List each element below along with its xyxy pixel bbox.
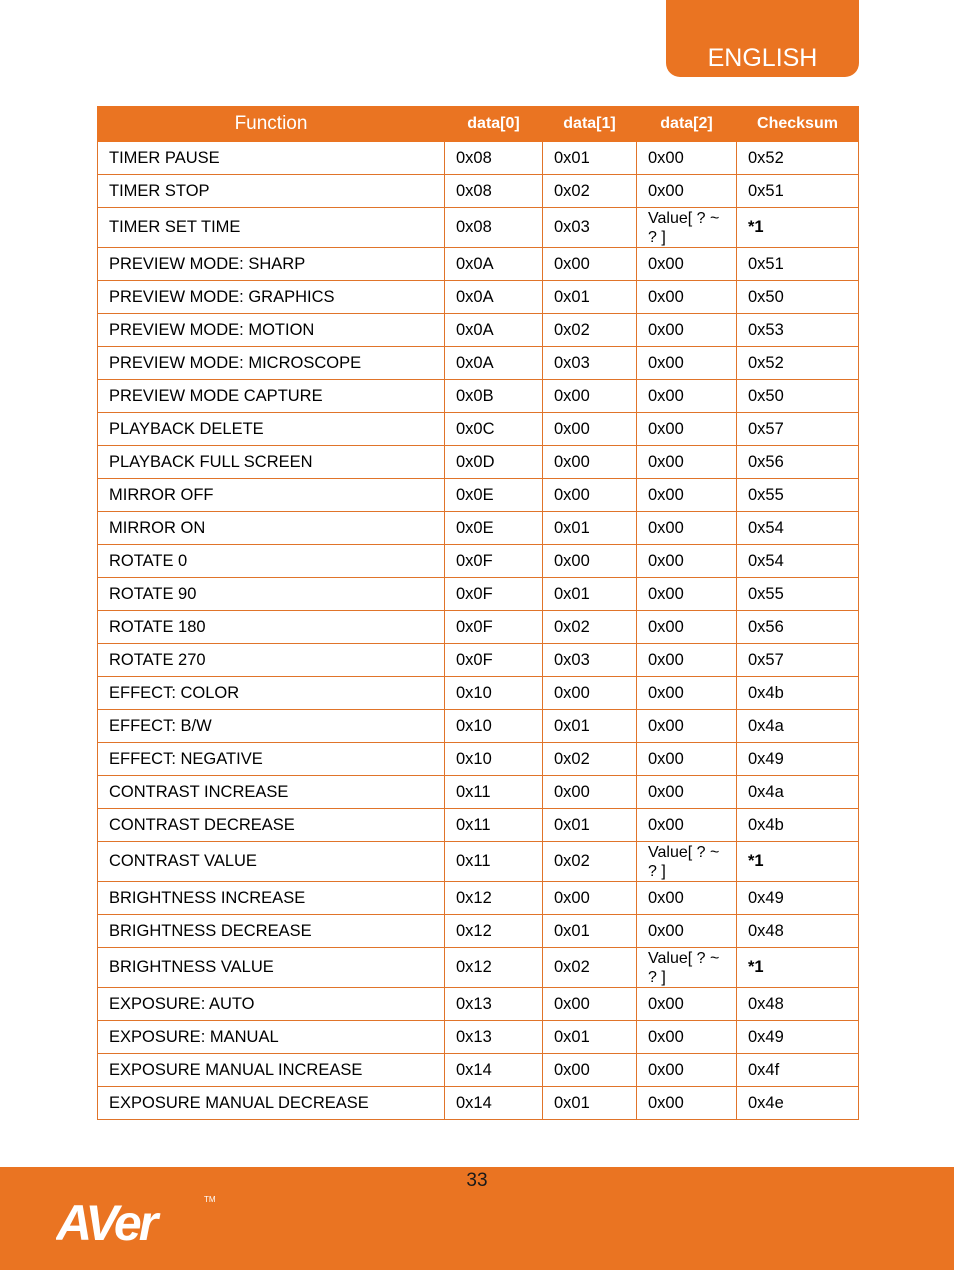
cell-data2: 0x00 <box>637 611 737 644</box>
table-body <box>98 142 859 1120</box>
cell-data2: 0x00 <box>637 1021 737 1054</box>
cell-data1: 0x02 <box>543 743 637 776</box>
cell-data1: 0x00 <box>543 413 637 446</box>
cell-data0: 0x10 <box>445 710 543 743</box>
table-row <box>98 175 859 208</box>
cell-data1: 0x00 <box>543 1054 637 1087</box>
cell-function: PREVIEW MODE: SHARP <box>98 248 445 281</box>
cell-checksum: 0x57 <box>737 413 859 446</box>
cell-function: ROTATE 90 <box>98 578 445 611</box>
table-row <box>98 479 859 512</box>
cell-checksum: 0x4f <box>737 1054 859 1087</box>
cell-data2: 0x00 <box>637 710 737 743</box>
cell-function: MIRROR OFF <box>98 479 445 512</box>
cell-data1: 0x00 <box>543 882 637 915</box>
table-row <box>98 512 859 545</box>
table-row <box>98 347 859 380</box>
cell-function: EXPOSURE MANUAL DECREASE <box>98 1087 445 1120</box>
table-row <box>98 882 859 915</box>
table-row <box>98 776 859 809</box>
cell-data1: 0x01 <box>543 1021 637 1054</box>
cell-function: TIMER STOP <box>98 175 445 208</box>
cell-function: MIRROR ON <box>98 512 445 545</box>
cell-function: EXPOSURE: AUTO <box>98 988 445 1021</box>
table-row <box>98 578 859 611</box>
cell-data0: 0x0F <box>445 644 543 677</box>
column-header-data0: data[0] <box>445 107 543 142</box>
page-number: 33 <box>466 1170 488 1191</box>
cell-function: CONTRAST VALUE <box>98 842 445 882</box>
cell-data2: Value[ ? ~ ? ] <box>637 948 737 988</box>
cell-data2: 0x00 <box>637 380 737 413</box>
cell-checksum: 0x4a <box>737 710 859 743</box>
cell-data2: 0x00 <box>637 1087 737 1120</box>
cell-checksum: *1 <box>737 948 859 988</box>
cell-data0: 0x0E <box>445 479 543 512</box>
cell-checksum: 0x50 <box>737 380 859 413</box>
cell-checksum: 0x53 <box>737 314 859 347</box>
cell-function: PREVIEW MODE: MOTION <box>98 314 445 347</box>
cell-data2: 0x00 <box>637 776 737 809</box>
cell-checksum: 0x49 <box>737 1021 859 1054</box>
cell-function: EFFECT: B/W <box>98 710 445 743</box>
table-row <box>98 248 859 281</box>
cell-data2: 0x00 <box>637 809 737 842</box>
cell-data1: 0x03 <box>543 208 637 248</box>
cell-data2: 0x00 <box>637 578 737 611</box>
cell-data0: 0x11 <box>445 776 543 809</box>
cell-data2: 0x00 <box>637 314 737 347</box>
cell-data1: 0x00 <box>543 988 637 1021</box>
table-row <box>98 644 859 677</box>
cell-data2: 0x00 <box>637 915 737 948</box>
table-header-row <box>98 107 859 142</box>
cell-function: ROTATE 270 <box>98 644 445 677</box>
cell-data0: 0x0A <box>445 248 543 281</box>
cell-checksum: 0x52 <box>737 347 859 380</box>
cell-data0: 0x14 <box>445 1087 543 1120</box>
table-row <box>98 545 859 578</box>
cell-data2: 0x00 <box>637 644 737 677</box>
cell-data2: 0x00 <box>637 545 737 578</box>
cell-data2: 0x00 <box>637 988 737 1021</box>
cell-checksum: 0x54 <box>737 512 859 545</box>
cell-data1: 0x02 <box>543 314 637 347</box>
table-row <box>98 809 859 842</box>
cell-data1: 0x02 <box>543 611 637 644</box>
cell-checksum: 0x49 <box>737 743 859 776</box>
cell-checksum: *1 <box>737 842 859 882</box>
cell-data1: 0x00 <box>543 380 637 413</box>
cell-data0: 0x0B <box>445 380 543 413</box>
table-row <box>98 1087 859 1120</box>
cell-data0: 0x13 <box>445 1021 543 1054</box>
cell-data0: 0x0A <box>445 281 543 314</box>
aver-logo-text: AVer <box>56 1195 156 1245</box>
cell-data0: 0x11 <box>445 842 543 882</box>
cell-function: ROTATE 180 <box>98 611 445 644</box>
cell-function: ROTATE 0 <box>98 545 445 578</box>
column-header-data1: data[1] <box>543 107 637 142</box>
column-header-data2: data[2] <box>637 107 737 142</box>
table-row <box>98 314 859 347</box>
cell-checksum: 0x48 <box>737 915 859 948</box>
table-row <box>98 677 859 710</box>
cell-data2: Value[ ? ~ ? ] <box>637 842 737 882</box>
cell-function: CONTRAST INCREASE <box>98 776 445 809</box>
cell-checksum: 0x56 <box>737 446 859 479</box>
table-row <box>98 611 859 644</box>
cell-data1: 0x01 <box>543 281 637 314</box>
table-row <box>98 380 859 413</box>
cell-data2: Value[ ? ~ ? ] <box>637 208 737 248</box>
cell-data0: 0x13 <box>445 988 543 1021</box>
cell-function: BRIGHTNESS VALUE <box>98 948 445 988</box>
cell-function: PREVIEW MODE: MICROSCOPE <box>98 347 445 380</box>
cell-data0: 0x0F <box>445 578 543 611</box>
cell-function: TIMER SET TIME <box>98 208 445 248</box>
cell-function: EFFECT: COLOR <box>98 677 445 710</box>
table-row <box>98 948 859 988</box>
cell-data0: 0x10 <box>445 677 543 710</box>
cell-data1: 0x01 <box>543 512 637 545</box>
cell-function: EXPOSURE MANUAL INCREASE <box>98 1054 445 1087</box>
cell-data0: 0x0F <box>445 545 543 578</box>
cell-checksum: 0x48 <box>737 988 859 1021</box>
cell-checksum: 0x52 <box>737 142 859 175</box>
cell-checksum: 0x54 <box>737 545 859 578</box>
cell-checksum: 0x50 <box>737 281 859 314</box>
table-row <box>98 743 859 776</box>
cell-function: EFFECT: NEGATIVE <box>98 743 445 776</box>
cell-data1: 0x00 <box>543 248 637 281</box>
cell-data2: 0x00 <box>637 248 737 281</box>
cell-checksum: 0x4a <box>737 776 859 809</box>
column-header-checksum: Checksum <box>737 107 859 142</box>
cell-checksum: 0x56 <box>737 611 859 644</box>
cell-checksum: 0x57 <box>737 644 859 677</box>
cell-data1: 0x01 <box>543 915 637 948</box>
cell-data1: 0x00 <box>543 479 637 512</box>
cell-data2: 0x00 <box>637 142 737 175</box>
table-row <box>98 413 859 446</box>
cell-data2: 0x00 <box>637 446 737 479</box>
cell-data1: 0x01 <box>543 809 637 842</box>
cell-checksum: 0x4b <box>737 677 859 710</box>
table-row <box>98 281 859 314</box>
cell-checksum: *1 <box>737 208 859 248</box>
cell-data0: 0x0F <box>445 611 543 644</box>
cell-data1: 0x03 <box>543 347 637 380</box>
cell-data0: 0x12 <box>445 915 543 948</box>
table-row <box>98 1021 859 1054</box>
cell-data1: 0x01 <box>543 710 637 743</box>
cell-data1: 0x00 <box>543 776 637 809</box>
cell-function: EXPOSURE: MANUAL <box>98 1021 445 1054</box>
cell-function: PLAYBACK FULL SCREEN <box>98 446 445 479</box>
cell-data1: 0x03 <box>543 644 637 677</box>
cell-function: TIMER PAUSE <box>98 142 445 175</box>
cell-data0: 0x08 <box>445 175 543 208</box>
cell-data1: 0x02 <box>543 175 637 208</box>
cell-checksum: 0x4b <box>737 809 859 842</box>
cell-function: BRIGHTNESS INCREASE <box>98 882 445 915</box>
cell-data1: 0x01 <box>543 578 637 611</box>
cell-function: PLAYBACK DELETE <box>98 413 445 446</box>
table-row <box>98 208 859 248</box>
cell-data2: 0x00 <box>637 413 737 446</box>
cell-checksum: 0x55 <box>737 578 859 611</box>
cell-data1: 0x01 <box>543 1087 637 1120</box>
language-tab <box>666 0 859 77</box>
language-label: ENGLISH <box>707 44 818 72</box>
cell-checksum: 0x51 <box>737 248 859 281</box>
cell-checksum: 0x49 <box>737 882 859 915</box>
cell-data1: 0x01 <box>543 142 637 175</box>
cell-data1: 0x00 <box>543 545 637 578</box>
table-row <box>98 842 859 882</box>
cell-checksum: 0x51 <box>737 175 859 208</box>
cell-function: PREVIEW MODE: GRAPHICS <box>98 281 445 314</box>
cell-data0: 0x0D <box>445 446 543 479</box>
cell-data2: 0x00 <box>637 1054 737 1087</box>
cell-data1: 0x00 <box>543 446 637 479</box>
cell-data2: 0x00 <box>637 743 737 776</box>
cell-checksum: 0x55 <box>737 479 859 512</box>
cell-data1: 0x02 <box>543 948 637 988</box>
cell-data0: 0x0C <box>445 413 543 446</box>
cell-data0: 0x12 <box>445 882 543 915</box>
cell-data0: 0x11 <box>445 809 543 842</box>
cell-data0: 0x0E <box>445 512 543 545</box>
aver-logo <box>56 1190 221 1245</box>
cell-data2: 0x00 <box>637 677 737 710</box>
cell-data1: 0x00 <box>543 677 637 710</box>
cell-function: PREVIEW MODE CAPTURE <box>98 380 445 413</box>
cell-data0: 0x0A <box>445 314 543 347</box>
trademark-mark: TM <box>204 1195 216 1204</box>
table-row <box>98 446 859 479</box>
cell-checksum: 0x4e <box>737 1087 859 1120</box>
cell-data0: 0x10 <box>445 743 543 776</box>
column-header-function: Function <box>98 107 445 142</box>
cell-data2: 0x00 <box>637 281 737 314</box>
table-row <box>98 915 859 948</box>
cell-function: BRIGHTNESS DECREASE <box>98 915 445 948</box>
cell-data1: 0x02 <box>543 842 637 882</box>
cell-data2: 0x00 <box>637 479 737 512</box>
table-row <box>98 142 859 175</box>
table-row <box>98 988 859 1021</box>
cell-data0: 0x12 <box>445 948 543 988</box>
cell-function: CONTRAST DECREASE <box>98 809 445 842</box>
cell-data2: 0x00 <box>637 175 737 208</box>
command-table <box>97 106 859 1120</box>
cell-data0: 0x08 <box>445 142 543 175</box>
table-row <box>98 1054 859 1087</box>
cell-data2: 0x00 <box>637 882 737 915</box>
table-row <box>98 710 859 743</box>
cell-data2: 0x00 <box>637 512 737 545</box>
cell-data0: 0x0A <box>445 347 543 380</box>
cell-data2: 0x00 <box>637 347 737 380</box>
cell-data0: 0x14 <box>445 1054 543 1087</box>
cell-data0: 0x08 <box>445 208 543 248</box>
